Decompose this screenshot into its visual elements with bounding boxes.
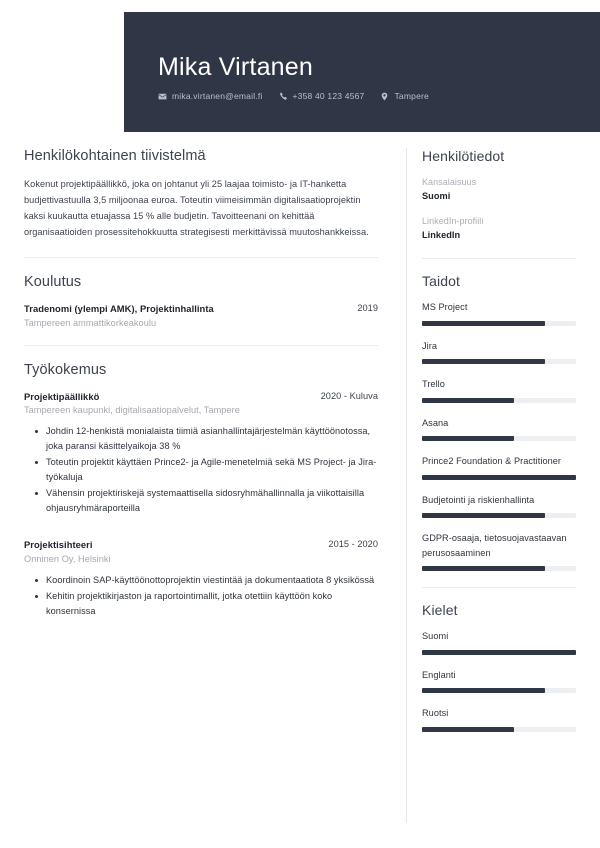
resume-body [0, 148, 600, 745]
experience-entry [24, 538, 378, 619]
list-item: Toteutin projektit käyttäen Prince2- ja Agile-menetelmiä sekä MS Project- ja Jira-työkaluja [46, 455, 378, 485]
skill-level-fill [422, 513, 545, 518]
contact-location[interactable] [380, 91, 428, 101]
skill-label: Jira [422, 340, 438, 351]
list-item: Kehitin projektikirjaston ja raportointimallit, jotka otettiin käyttöön koko konsernissa [46, 589, 378, 619]
list-item: Vähensin projektiriskejä systemaattisella sidosryhmähallinnalla ja viikottaisilla ohjausryhmäraporteilla [46, 486, 378, 516]
skill-level-fill [422, 566, 545, 571]
section-summary [24, 148, 378, 240]
divider [422, 258, 576, 259]
education-date: 2019 [357, 303, 378, 313]
experience-bullets [24, 573, 378, 619]
contact-email[interactable] [158, 91, 263, 101]
language-level-bar [422, 650, 576, 655]
contact-phone-text: +358 40 123 4567 [292, 91, 365, 101]
list-item: Koordinoin SAP-käyttöönottoprojektin viestintää ja dokumentaatiota 8 yksikössä [46, 573, 378, 588]
entry-header [24, 390, 378, 405]
section-skills [422, 273, 576, 571]
summary-heading: Henkilökohtainen tiivistelmä [24, 148, 206, 164]
right-column [406, 148, 600, 745]
contact-row [158, 91, 600, 101]
language-label: Suomi [422, 631, 449, 641]
experience-employer: Onninen Oy, Helsinki [24, 553, 111, 564]
education-heading: Koulutus [24, 274, 82, 290]
skill-label: Asana [422, 417, 449, 428]
experience-date: 2015 - 2020 [328, 539, 378, 549]
list-item: Johdin 12-henkistä monialaista tiimiä asianhallintajärjestelmän käyttöönotossa, joka paransi käsittelyaikoja 38 % [46, 424, 378, 454]
skill-item [422, 454, 576, 480]
skill-level-bar [422, 398, 576, 403]
skill-level-fill [422, 436, 514, 441]
contact-location-text: Tampere [394, 91, 429, 101]
section-personal-details [422, 148, 576, 242]
skill-level-bar [422, 321, 576, 326]
section-languages [422, 602, 576, 732]
education-title: Tradenomi (ylempi AMK), Projektinhallinta [24, 303, 214, 314]
skill-level-fill [422, 359, 545, 364]
skill-item [422, 531, 576, 571]
personal-detail-label: LinkedIn-profiili [422, 216, 484, 226]
skill-item [422, 339, 576, 365]
entry-header [24, 538, 378, 553]
skills-heading: Taidot [422, 273, 460, 289]
skill-label: Trello [422, 379, 445, 389]
divider [422, 587, 576, 588]
language-label: Englanti [422, 669, 456, 680]
personal-detail-label: Kansalaisuus [422, 177, 477, 187]
languages-heading: Kielet [422, 602, 458, 618]
language-item [422, 706, 576, 732]
resume-header-banner [124, 12, 600, 132]
language-item [422, 629, 576, 655]
summary-text: Kokenut projektipäällikkö, joka on johtanut yli 25 laajaa toimisto- ja IT-hanketta budjettivastuulla 3,5 miljoonaa euroa. Toteutin viimeisimmän digitalisaatioprojektin kaksi kuukautta etuajassa 15 % alle budjetin. Tavoitteenani on kehittää organisaatioiden prosessitehokkuutta strategisesti merkittävissä muutoshankkeissa. [24, 179, 369, 237]
skill-item [422, 416, 576, 442]
personal-details-heading: Henkilötiedot [422, 148, 505, 164]
skill-item [422, 300, 576, 326]
entry-spacer [24, 520, 378, 538]
experience-title: Projektipäällikkö [24, 390, 100, 402]
skill-label: Budjetointi ja riskienhallinta [422, 494, 535, 505]
skill-label: GDPR-osaaja, tietosuojavastaavan perusosaaminen [422, 533, 567, 558]
skill-level-fill [422, 398, 514, 403]
section-experience [24, 362, 378, 619]
experience-bullets [24, 424, 378, 516]
divider [24, 345, 378, 346]
language-level-fill [422, 650, 576, 655]
skill-level-bar [422, 566, 576, 571]
language-level-bar [422, 727, 576, 732]
language-level-fill [422, 688, 545, 693]
candidate-name: Mika Virtanen [158, 53, 313, 81]
skill-level-fill [422, 475, 576, 480]
location-pin-icon [380, 92, 389, 101]
skill-item [422, 377, 576, 403]
skill-level-bar [422, 513, 576, 518]
skill-level-bar [422, 475, 576, 480]
skill-label: Prince2 Foundation & Practitioner [422, 456, 562, 466]
experience-date: 2020 - Kuluva [320, 390, 378, 401]
envelope-icon [158, 92, 167, 101]
language-label: Ruotsi [422, 708, 449, 718]
section-education [24, 274, 378, 328]
skill-level-bar [422, 359, 576, 364]
divider [24, 257, 378, 258]
experience-heading: Työkokemus [24, 361, 107, 378]
skill-level-bar [422, 436, 576, 441]
language-level-bar [422, 688, 576, 693]
language-item [422, 668, 576, 694]
experience-title: Projektisihteeri [24, 539, 93, 550]
skill-item [422, 493, 576, 519]
personal-detail-item [422, 175, 576, 203]
personal-detail-item [422, 214, 576, 242]
left-column [0, 148, 406, 745]
contact-email-text: mika.virtanen@email.fi [172, 91, 263, 101]
skill-label: MS Project [422, 302, 468, 312]
contact-phone[interactable] [279, 91, 365, 101]
language-level-fill [422, 727, 514, 732]
phone-icon [279, 92, 288, 101]
linkedin-link[interactable]: LinkedIn [422, 230, 461, 240]
skill-level-fill [422, 321, 545, 326]
entry-header [24, 302, 378, 317]
personal-detail-value: Suomi [422, 191, 451, 201]
experience-entry [24, 390, 378, 517]
education-entry [24, 302, 378, 328]
education-institution: Tampereen ammattikorkeakoulu [24, 317, 157, 328]
experience-employer: Tampereen kaupunki, digitalisaatiopalvelut, Tampere [24, 405, 240, 415]
